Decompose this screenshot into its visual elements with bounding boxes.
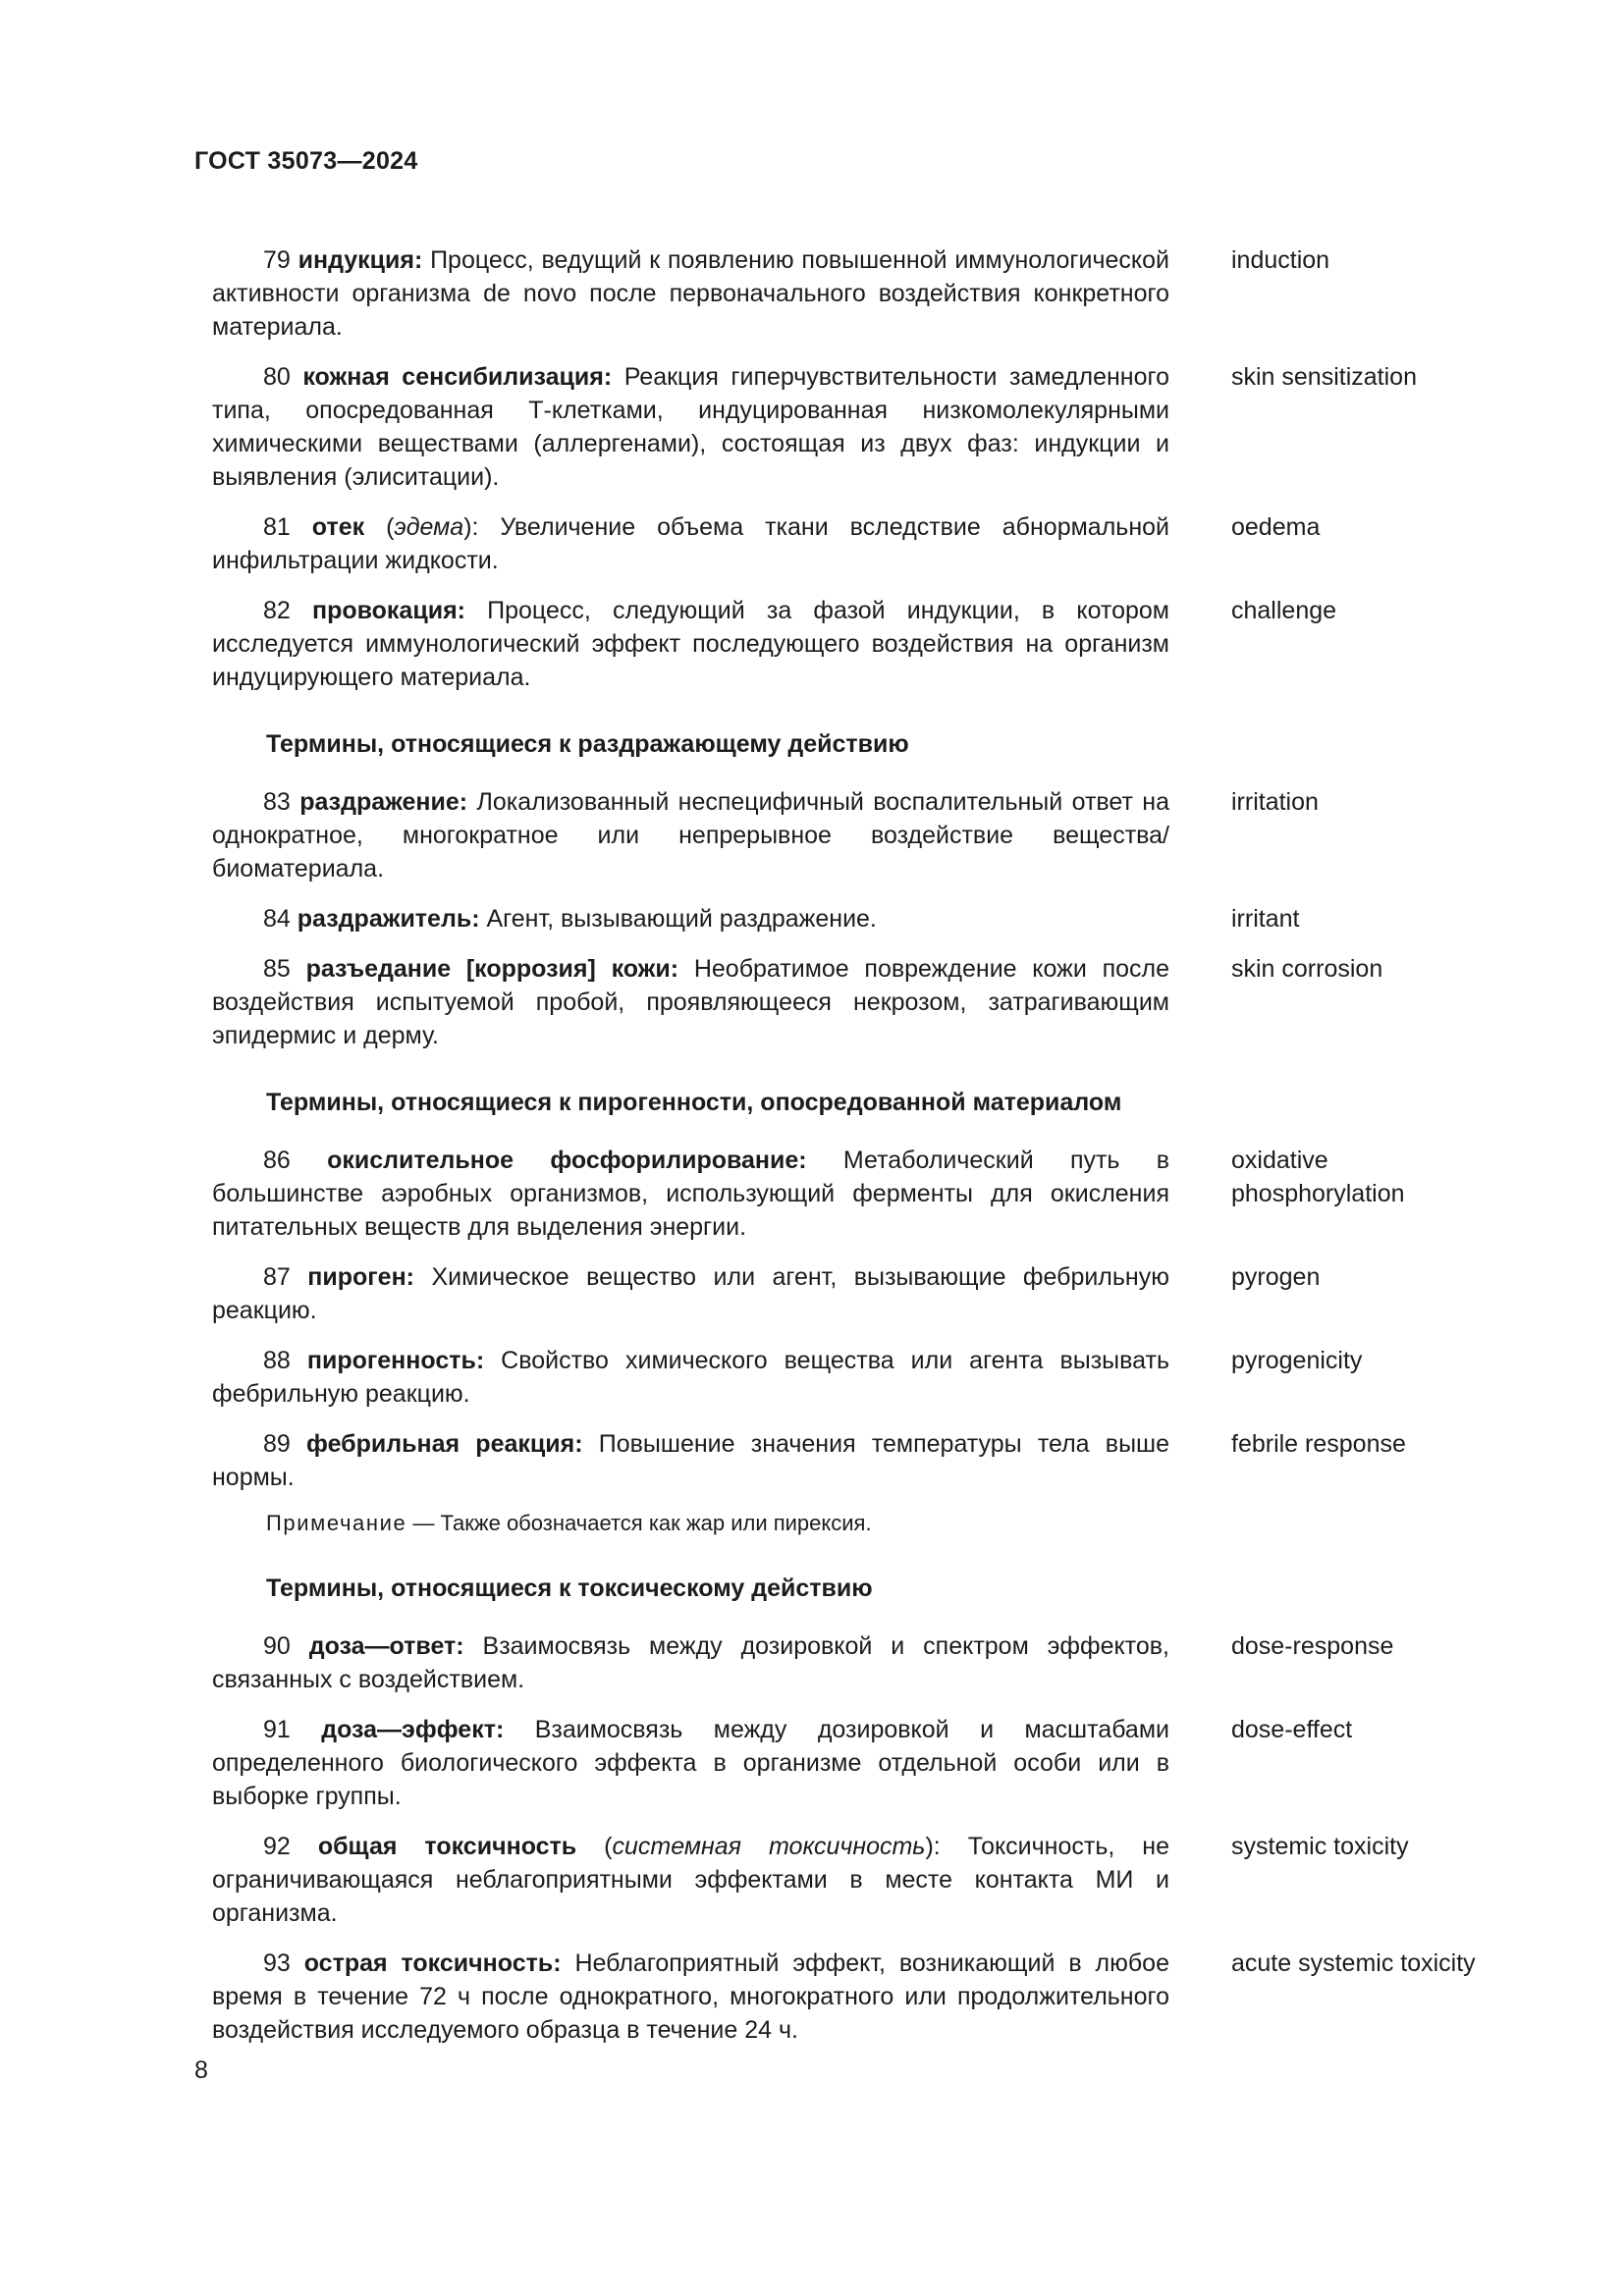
definition-text: Реакция гиперчувствительности замедленного типа, опосредованная Т-клетками, индуцированная низкомолекулярными химическими веществами (аллергенами), состоящая из двух фаз: индукции и выявления (элиситации).	[212, 363, 1169, 491]
term-definition	[212, 1260, 1169, 1327]
term-entry-88	[212, 1344, 1498, 1411]
term-name: острая токсичность:	[303, 1949, 562, 1977]
english-equivalent: pyrogenicity	[1231, 1347, 1363, 1374]
english-equivalent: oedema	[1231, 513, 1321, 541]
term-entry-89	[212, 1427, 1498, 1494]
term-entry-93	[212, 1947, 1498, 2047]
english-equivalent: irritation	[1231, 788, 1319, 816]
section-heading: Термины, относящиеся к токсическому действию	[266, 1575, 873, 1602]
term-entry-91	[212, 1713, 1498, 1813]
term-definition	[212, 952, 1169, 1052]
term-entry-82	[212, 594, 1498, 694]
term-entry-80	[212, 360, 1498, 494]
term-entry-92	[212, 1830, 1498, 1930]
english-equivalent: pyrogen	[1231, 1263, 1321, 1291]
term-entry-87	[212, 1260, 1498, 1327]
definition-text: Процесс, следующий за фазой индукции, в котором исследуется иммунологический эффект последующего воздействия на организм индуцирующего материала.	[212, 597, 1169, 691]
term-entry-90	[212, 1629, 1498, 1696]
term-name: кожная сенсибилизация:	[302, 363, 613, 391]
definition-text: Локализованный неспецифичный воспалительный ответ на однократное, многократное или непрерывное воздействие вещества/биоматериала.	[212, 788, 1169, 882]
term-entry-84	[212, 902, 1498, 935]
term-definition	[212, 243, 1169, 344]
term-definition	[212, 1144, 1169, 1244]
section-heading: Термины, относящиеся к пирогенности, опосредованной материалом	[266, 1089, 1122, 1116]
term-synonym: эдема	[394, 513, 464, 541]
term-definition	[212, 1947, 1169, 2047]
term-name: раздражение:	[299, 788, 468, 816]
term-synonym: системная токсичность	[612, 1833, 926, 1860]
term-number: 83	[263, 788, 291, 816]
note-label: Примечание	[266, 1511, 407, 1535]
term-number: 88	[263, 1347, 291, 1374]
terms-list	[212, 243, 1498, 2063]
term-name: раздражитель:	[297, 905, 480, 933]
term-name: общая токсичность	[317, 1833, 577, 1860]
term-name: провокация:	[311, 597, 465, 624]
english-equivalent: dose-effect	[1231, 1716, 1353, 1743]
english-equivalent: induction	[1231, 246, 1330, 274]
section-heading: Термины, относящиеся к раздражающему действию	[266, 730, 909, 758]
term-number: 80	[263, 363, 291, 391]
term-entry-81	[212, 510, 1498, 577]
term-entry-79	[212, 243, 1498, 344]
term-definition	[212, 785, 1169, 885]
definition-text: Метаболический путь в большинстве аэробных организмов, использующий ферменты для окисления питательных веществ для выделения энергии.	[212, 1147, 1170, 1241]
term-name: пироген:	[307, 1263, 415, 1291]
term-entry-86	[212, 1144, 1498, 1244]
term-definition	[212, 1713, 1169, 1813]
term-name: доза—ответ:	[308, 1632, 464, 1660]
term-number: 89	[263, 1430, 291, 1458]
definition-text: Взаимосвязь между дозировкой и масштабами определенного биологического эффекта в организме отдельной особи или в выборке группы.	[212, 1716, 1169, 1810]
english-equivalent: systemic toxicity	[1231, 1833, 1409, 1860]
definition-text: Свойство химического вещества или агента вызывать фебрильную реакцию.	[212, 1347, 1169, 1408]
term-number: 82	[263, 597, 291, 624]
term-number: 85	[263, 955, 291, 983]
term-name: фебрильная реакция:	[306, 1430, 583, 1458]
term-number: 92	[263, 1833, 291, 1860]
term-number: 81	[263, 513, 291, 541]
note-text: — Также обозначается как жар или пирексия.	[406, 1511, 872, 1535]
note	[266, 1509, 1498, 1538]
term-name: окислительное фосфорилирование:	[327, 1147, 807, 1174]
english-equivalent: oxidative phosphorylation	[1231, 1147, 1405, 1207]
definition-text: : Увеличение объема ткани вследствие абнормальной инфильтрации жидкости.	[212, 513, 1169, 574]
term-definition	[212, 902, 1169, 935]
term-number: 93	[263, 1949, 291, 1977]
english-equivalent: dose-response	[1231, 1632, 1394, 1660]
term-number: 86	[263, 1147, 291, 1174]
term-name: разъедание [коррозия] кожи:	[305, 955, 679, 983]
term-entry-83	[212, 785, 1498, 885]
english-equivalent: skin corrosion	[1231, 955, 1383, 983]
definition-text: Процесс, ведущий к появлению повышенной иммунологической активности организма de novo после первоначального воздействия конкретного материала.	[212, 246, 1169, 341]
term-number: 90	[263, 1632, 291, 1660]
term-name: отек	[311, 513, 365, 541]
definition-text: Агент, вызывающий раздражение.	[479, 905, 877, 933]
term-name: индукция:	[298, 246, 423, 274]
term-name: пирогенность:	[306, 1347, 485, 1374]
english-equivalent: skin sensitization	[1231, 363, 1417, 391]
definition-text: Взаимосвязь между дозировкой и спектром эффектов, связанных с воздействием.	[212, 1632, 1169, 1693]
term-definition	[212, 1629, 1169, 1696]
term-definition: 81 отек (эдема): Увеличение объема ткани вследствие абнормальной инфильтрации жидкости.	[212, 513, 1169, 574]
term-number: 91	[263, 1716, 291, 1743]
term-definition	[212, 1427, 1169, 1494]
term-number: 84	[263, 905, 291, 933]
term-definition: 92 общая токсичность (системная токсичность): Токсичность, не ограничивающаяся неблагоприятными эффектами в месте контакта МИ и организма.	[212, 1833, 1170, 1927]
definition-text: Неблагоприятный эффект, возникающий в любое время в течение 72 ч после однократного, многократного или продолжительного воздействия исследуемого образца в течение 24 ч.	[212, 1949, 1169, 2044]
english-equivalent: febrile response	[1231, 1430, 1406, 1458]
term-name: доза—эффект:	[321, 1716, 505, 1743]
term-definition	[212, 360, 1169, 494]
english-equivalent: challenge	[1231, 597, 1337, 624]
term-entry-85	[212, 952, 1498, 1052]
term-definition	[212, 594, 1169, 694]
term-definition	[212, 1344, 1169, 1411]
definition-text: Необратимое повреждение кожи после воздействия испытуемой пробой, проявляющееся некрозом, затрагивающим эпидермис и дерму.	[212, 955, 1170, 1049]
english-equivalent: acute systemic toxicity	[1231, 1949, 1476, 1977]
document-header: ГОСТ 35073—2024	[194, 147, 418, 175]
english-equivalent: irritant	[1231, 905, 1300, 933]
term-number: 87	[263, 1263, 291, 1291]
term-number: 79	[263, 246, 291, 274]
definition-text: Повышение значения температуры тела выше нормы.	[212, 1430, 1170, 1491]
definition-text: : Токсичность, не ограничивающаяся неблагоприятными эффектами в месте контакта МИ и организма.	[212, 1833, 1170, 1927]
page-number: 8	[194, 2056, 208, 2084]
definition-text: Химическое вещество или агент, вызывающие фебрильную реакцию.	[212, 1263, 1169, 1324]
